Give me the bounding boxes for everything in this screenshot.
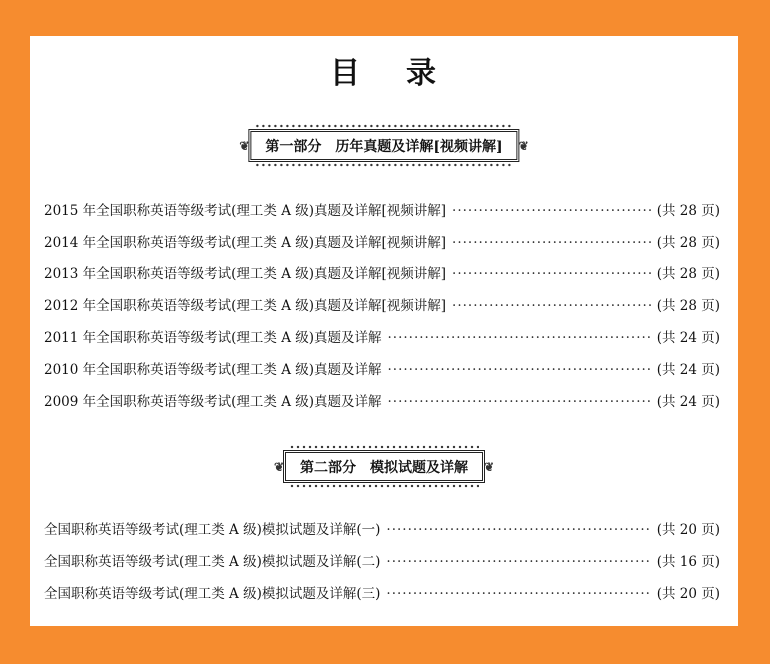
section-heading-part-1 (239, 129, 529, 162)
leader-dots (452, 298, 651, 314)
leader-dots (386, 586, 650, 602)
toc-entry-pages: (共 28 页) (656, 298, 720, 314)
leader-dots (452, 203, 651, 219)
toc-entry-title: 2015 年全国职称英语等级考试(理工类 A 级)真题及详解[视频讲解] (44, 203, 447, 219)
toc-entry-title: 2014 年全国职称英语等级考试(理工类 A 级)真题及详解[视频讲解] (44, 235, 447, 251)
toc-entry (44, 326, 720, 346)
toc-entry-title: 2010 年全国职称英语等级考试(理工类 A 级)真题及详解 (44, 362, 382, 378)
title-char-1: 目 (330, 56, 362, 91)
toc-entry-pages: (共 24 页) (656, 394, 720, 410)
title-char-2: 录 (406, 56, 438, 91)
toc-entry (44, 358, 720, 378)
toc-entry-pages: (共 24 页) (656, 362, 720, 378)
leader-dots (388, 394, 651, 410)
leader-dots (386, 554, 650, 570)
ornament-right-icon: ❦ (518, 138, 529, 153)
toc-entry (44, 199, 720, 219)
toc-entry-title: 全国职称英语等级考试(理工类 A 级)模拟试题及详解(三) (44, 586, 381, 602)
toc-entry (44, 294, 720, 314)
leader-dots (388, 362, 651, 378)
toc-entry-pages: (共 20 页) (656, 586, 720, 602)
ornament-right-icon: ❦ (483, 459, 494, 474)
toc-entry-pages: (共 16 页) (656, 554, 720, 570)
toc-entry (44, 582, 720, 602)
toc-entry-title: 全国职称英语等级考试(理工类 A 级)模拟试题及详解(二) (44, 554, 381, 570)
toc-entry (44, 550, 720, 570)
leader-dots (388, 330, 651, 346)
leader-dots (386, 522, 650, 538)
leader-dots (452, 235, 651, 251)
toc-entry (44, 262, 720, 282)
toc-entry-title: 2009 年全国职称英语等级考试(理工类 A 级)真题及详解 (44, 394, 382, 410)
section-heading-label: 第一部分 历年真题及详解[视频讲解] (265, 139, 503, 155)
toc-entry-pages: (共 28 页) (656, 203, 720, 219)
ornament-left-icon: ❦ (239, 138, 250, 153)
toc-entry (44, 231, 720, 251)
toc-entry (44, 390, 720, 410)
toc-entry-title: 2012 年全国职称英语等级考试(理工类 A 级)真题及详解[视频讲解] (44, 298, 447, 314)
section-heading-part-2 (274, 450, 494, 483)
toc-entry-title: 2013 年全国职称英语等级考试(理工类 A 级)真题及详解[视频讲解] (44, 266, 447, 282)
toc-entry-pages: (共 28 页) (656, 235, 720, 251)
toc-entry-pages: (共 28 页) (656, 266, 720, 282)
toc-entry-pages: (共 20 页) (656, 522, 720, 538)
toc-entry-title: 全国职称英语等级考试(理工类 A 级)模拟试题及详解(一) (44, 522, 381, 538)
document-page (30, 36, 738, 626)
section-heading-label: 第二部分 模拟试题及详解 (300, 460, 468, 476)
toc-entry-pages: (共 24 页) (656, 330, 720, 346)
page-title (30, 48, 738, 92)
toc-entry (44, 518, 720, 538)
leader-dots (452, 266, 651, 282)
toc-entry-title: 2011 年全国职称英语等级考试(理工类 A 级)真题及详解 (44, 330, 382, 346)
ornament-left-icon: ❦ (274, 459, 285, 474)
